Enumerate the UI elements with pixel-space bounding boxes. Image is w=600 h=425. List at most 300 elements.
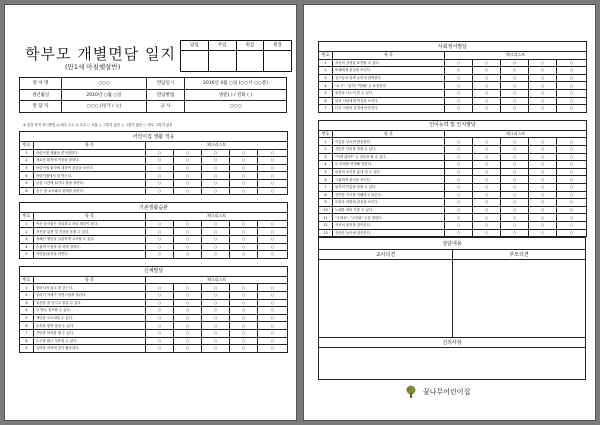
rating-option[interactable]: ○ (202, 337, 230, 345)
rating-option[interactable]: ○ (557, 89, 587, 97)
rating-option[interactable]: ○ (174, 172, 202, 180)
rating-option[interactable]: ○ (501, 199, 529, 207)
approval-column (236, 41, 264, 71)
rating-option[interactable]: ○ (529, 74, 557, 82)
birth-value: 2010년 ○월 ○일 (62, 89, 147, 101)
rating-option[interactable]: ○ (501, 145, 529, 153)
rating-option[interactable]: ○ (202, 291, 230, 299)
checklist-row (20, 322, 288, 330)
rating-option[interactable]: ○ (529, 176, 557, 184)
row-number: 1 (20, 220, 34, 228)
rating-option[interactable]: ○ (146, 284, 174, 292)
rating-option[interactable]: ○ (501, 176, 529, 184)
column-item-header: 항 목 (333, 52, 445, 60)
rating-option[interactable]: ○ (557, 59, 587, 67)
rating-option[interactable]: ○ (146, 220, 174, 228)
rating-option[interactable]: ○ (174, 157, 202, 165)
rating-option[interactable]: ○ (473, 153, 501, 161)
checklist-item-text: 계단을 오르내릴 수 있다. (34, 314, 146, 322)
rating-option[interactable]: ○ (501, 105, 529, 113)
rating-option[interactable]: ○ (473, 191, 501, 199)
checklist-row (20, 172, 288, 180)
rating-option[interactable]: ○ (529, 138, 557, 146)
rating-option[interactable]: ○ (557, 138, 587, 146)
checklist-table (318, 41, 587, 113)
checklist-item-text: 어린이집에서 잘 먹는다. (34, 172, 146, 180)
rating-option[interactable]: ○ (230, 235, 258, 243)
rating-option[interactable]: ○ (202, 251, 230, 259)
rating-option[interactable]: ○ (230, 172, 258, 180)
rating-option[interactable]: ○ (445, 59, 473, 67)
checklist-row (20, 220, 288, 228)
checklist-row (319, 67, 587, 75)
checklist-item-text: "이게 뭐야?" 등 질문을 할 수 있다. (333, 153, 445, 161)
document-page-1 (4, 4, 297, 421)
rating-option[interactable]: ○ (146, 314, 174, 322)
rating-option[interactable]: ○ (146, 172, 174, 180)
rating-option[interactable]: ○ (202, 322, 230, 330)
rating-option[interactable]: ○ (529, 89, 557, 97)
rating-option[interactable]: ○ (202, 157, 230, 165)
rating-option[interactable]: ○ (557, 199, 587, 207)
rating-option[interactable]: ○ (258, 329, 288, 337)
rating-option[interactable]: ○ (557, 191, 587, 199)
rating-option[interactable]: ○ (230, 299, 258, 307)
rating-option[interactable]: ○ (146, 187, 174, 195)
checklist-table (19, 266, 288, 353)
approval-header: 원감 (237, 41, 264, 51)
parent-opinion-area[interactable] (453, 260, 586, 338)
rating-option[interactable]: ○ (529, 59, 557, 67)
checklist-row (319, 191, 587, 199)
rating-option[interactable]: ○ (174, 337, 202, 345)
rating-option[interactable]: ○ (501, 161, 529, 169)
rating-option[interactable]: ○ (445, 161, 473, 169)
row-number: 5 (20, 314, 34, 322)
rating-option[interactable]: ○ (202, 243, 230, 251)
column-item-header: 항 목 (333, 130, 445, 138)
rating-option[interactable]: ○ (202, 187, 230, 195)
rating-option[interactable]: ○ (473, 221, 501, 229)
checklist-item-text: 낮잠 시간에 쉬거나 잘을 잘잔다. (34, 179, 146, 187)
rating-option[interactable]: ○ (202, 149, 230, 157)
checklist-item-text: 물건을 잘 던지고 잡을 수 있다. (34, 299, 146, 307)
rating-option[interactable]: ○ (529, 229, 557, 237)
rating-option[interactable]: ○ (174, 284, 202, 292)
rating-option[interactable]: ○ (230, 291, 258, 299)
row-number: 2 (20, 291, 34, 299)
rating-option[interactable]: ○ (258, 284, 288, 292)
teacher-opinion-area[interactable] (319, 260, 453, 338)
row-number: 4 (319, 161, 333, 169)
rating-option[interactable]: ○ (445, 89, 473, 97)
rating-option[interactable]: ○ (445, 138, 473, 146)
checklist-item-text: "요구", "싫다" "안돼" 등 표현한다. (333, 82, 445, 90)
legend-note: ※ 점검 항목 표시방법 ◎ 매우 우수 ◎ 우수 ○ 보통 △ 그렇지 않음 △ 그렇지 않음 ○ 매우 그렇지 않음 (23, 123, 173, 127)
child-name-label: 영 아 명 (20, 78, 62, 90)
rating-option[interactable]: ○ (202, 228, 230, 236)
rating-option[interactable]: ○ (202, 179, 230, 187)
rating-option[interactable]: ○ (445, 168, 473, 176)
checklist-item-text: 블록을 쌓아 올릴 수 있다. (34, 322, 146, 330)
checklist-row (319, 168, 587, 176)
rating-option[interactable]: ○ (557, 105, 587, 113)
rating-option[interactable]: ○ (501, 67, 529, 75)
rating-option[interactable]: ○ (557, 229, 587, 237)
rating-option[interactable]: ○ (529, 206, 557, 214)
column-checklist-header: 체크리스트 (146, 213, 288, 221)
row-number: 3 (20, 235, 34, 243)
parent-opinion-header: 부모의견 (453, 250, 586, 260)
date-value: 2016년 4월 ○일 (○○시 ○○분) (185, 78, 287, 90)
rating-option[interactable]: ○ (473, 138, 501, 146)
rating-option[interactable]: ○ (473, 176, 501, 184)
rating-option[interactable]: ○ (501, 183, 529, 191)
checklist-item-text: 간단한 지시를 이해하고 따른다. (333, 191, 445, 199)
rating-option[interactable]: ○ (529, 168, 557, 176)
checklist-item-text: 그림책에 관심을 보인다. (333, 176, 445, 184)
rating-option[interactable]: ○ (146, 322, 174, 330)
rating-option[interactable]: ○ (445, 199, 473, 207)
rating-option[interactable]: ○ (473, 105, 501, 113)
rating-option[interactable]: ○ (230, 329, 258, 337)
rating-option[interactable]: ○ (258, 314, 288, 322)
checklist-row (20, 179, 288, 187)
column-number-header: 번호 (20, 213, 34, 221)
rating-option[interactable]: ○ (557, 97, 587, 105)
teacher-value: ○○○ (185, 101, 287, 113)
rating-option[interactable]: ○ (202, 284, 230, 292)
row-number: 13 (319, 229, 333, 237)
rating-option[interactable]: ○ (445, 74, 473, 82)
checklist-item-text: 유아용 의자에 앉아 활동한다. (34, 345, 146, 353)
rating-option[interactable]: ○ (258, 228, 288, 236)
rating-option[interactable]: ○ (174, 179, 202, 187)
checklist-row (319, 74, 587, 82)
rating-option[interactable]: ○ (174, 314, 202, 322)
rating-option[interactable]: ○ (230, 345, 258, 353)
rating-option[interactable]: ○ (445, 105, 473, 113)
rating-option[interactable]: ○ (445, 221, 473, 229)
row-number: 9 (319, 199, 333, 207)
checklist-row (319, 214, 587, 222)
rating-option[interactable]: ○ (557, 168, 587, 176)
rating-option[interactable]: ○ (230, 337, 258, 345)
checklist-row (20, 314, 288, 322)
method-label: 면담방법 (147, 89, 185, 101)
checklist-row (20, 235, 288, 243)
rating-option[interactable]: ○ (529, 221, 557, 229)
rating-option[interactable]: ○ (174, 291, 202, 299)
rating-option[interactable]: ○ (529, 97, 557, 105)
rating-option[interactable]: ○ (445, 176, 473, 184)
rating-option[interactable]: ○ (174, 251, 202, 259)
rating-option[interactable]: ○ (445, 145, 473, 153)
checklist-item-text: 두 발로 점프할 수 있다. (34, 307, 146, 315)
rating-option[interactable]: ○ (230, 284, 258, 292)
suggestions-header: 건의사항 (319, 338, 586, 348)
rating-option[interactable]: ○ (174, 164, 202, 172)
method-value: 방문( ) / 전화 ( ) (185, 89, 287, 101)
rating-option[interactable]: ○ (146, 299, 174, 307)
checklist-item-text: 손쉽게 이용을 잘 하며 말한다. (34, 243, 146, 251)
row-number: 5 (319, 89, 333, 97)
checklist-row (20, 157, 288, 165)
rating-option[interactable]: ○ (557, 153, 587, 161)
checklist-row (20, 164, 288, 172)
rating-option[interactable]: ○ (202, 164, 230, 172)
rating-option[interactable]: ○ (557, 206, 587, 214)
row-number: 7 (319, 105, 333, 113)
checklist-row (319, 105, 587, 113)
rating-option[interactable]: ○ (146, 235, 174, 243)
checklist-item-text: "주세요", "고마워" 등을 말한다. (333, 214, 445, 222)
rating-option[interactable]: ○ (174, 220, 202, 228)
checklist-row (20, 291, 288, 299)
rating-option[interactable]: ○ (473, 97, 501, 105)
column-number-header: 번호 (319, 130, 333, 138)
rating-option[interactable]: ○ (202, 220, 230, 228)
rating-option[interactable]: ○ (501, 97, 529, 105)
rating-option[interactable]: ○ (146, 345, 174, 353)
rating-option[interactable]: ○ (445, 153, 473, 161)
checklist-row (20, 337, 288, 345)
row-number: 2 (20, 157, 34, 165)
row-number: 12 (319, 221, 333, 229)
rating-option[interactable]: ○ (146, 251, 174, 259)
rating-option[interactable]: ○ (473, 161, 501, 169)
rating-option[interactable]: ○ (146, 291, 174, 299)
rating-option[interactable]: ○ (258, 187, 288, 195)
rating-option[interactable]: ○ (473, 168, 501, 176)
suggestions-area[interactable] (319, 348, 586, 380)
rating-option[interactable]: ○ (174, 243, 202, 251)
rating-option[interactable]: ○ (258, 345, 288, 353)
rating-option[interactable]: ○ (501, 82, 529, 90)
rating-option[interactable]: ○ (529, 82, 557, 90)
rating-option[interactable]: ○ (258, 251, 288, 259)
checklist-item-text: 두 단어를 연결해 말한다. (333, 161, 445, 169)
rating-option[interactable]: ○ (501, 221, 529, 229)
rating-option[interactable]: ○ (529, 191, 557, 199)
rating-option[interactable]: ○ (473, 214, 501, 222)
rating-option[interactable]: ○ (473, 67, 501, 75)
checklist-item-text: 동물의 소리를 흉내 낼 수 있다. (333, 168, 445, 176)
rating-option[interactable]: ○ (529, 161, 557, 169)
rating-option[interactable]: ○ (230, 243, 258, 251)
checklist-item-text: 낯선 사람에게 반응을 보인다. (333, 97, 445, 105)
rating-option[interactable]: ○ (146, 243, 174, 251)
rating-option[interactable]: ○ (258, 172, 288, 180)
checklist-row (319, 206, 587, 214)
column-item-header: 항 목 (34, 142, 146, 150)
rating-option[interactable]: ○ (230, 228, 258, 236)
rating-option[interactable]: ○ (529, 183, 557, 191)
rating-option[interactable]: ○ (529, 145, 557, 153)
checklist-item-text: 친구 및 교사와의 관계를 잘한다. (34, 187, 146, 195)
rating-option[interactable]: ○ (258, 157, 288, 165)
rating-option[interactable]: ○ (174, 149, 202, 157)
rating-option[interactable]: ○ (529, 153, 557, 161)
rating-option[interactable]: ○ (557, 221, 587, 229)
rating-option[interactable]: ○ (202, 307, 230, 315)
rating-option[interactable]: ○ (258, 179, 288, 187)
rating-option[interactable]: ○ (473, 229, 501, 237)
rating-option[interactable]: ○ (146, 179, 174, 187)
rating-option[interactable]: ○ (174, 307, 202, 315)
rating-option[interactable]: ○ (258, 235, 288, 243)
rating-option[interactable]: ○ (501, 214, 529, 222)
parent-label: 면 담 자 (20, 101, 62, 113)
rating-option[interactable]: ○ (146, 228, 174, 236)
checklist-row (20, 345, 288, 353)
rating-option[interactable]: ○ (258, 299, 288, 307)
rating-option[interactable]: ○ (501, 74, 529, 82)
checklist-item-text: 달리기 자세가 자연스럽게 걸린다. (34, 291, 146, 299)
rating-option[interactable]: ○ (230, 307, 258, 315)
rating-option[interactable]: ○ (174, 345, 202, 353)
rating-option[interactable]: ○ (473, 59, 501, 67)
checklist-row (319, 59, 587, 67)
rating-option[interactable]: ○ (258, 243, 288, 251)
rating-option[interactable]: ○ (557, 183, 587, 191)
rating-option[interactable]: ○ (445, 191, 473, 199)
rating-option[interactable]: ○ (174, 322, 202, 330)
checklist-item-text: 자신의 물건을 알아본다. (333, 221, 445, 229)
section-title: 기본생활습관 (20, 203, 288, 213)
rating-option[interactable]: ○ (557, 82, 587, 90)
date-label: 면담일시 (147, 78, 185, 90)
checklist-item-text: 다른 사람의 감정에 반응한다. (333, 105, 445, 113)
row-number: 10 (319, 206, 333, 214)
rating-option[interactable]: ○ (146, 149, 174, 157)
rating-option[interactable]: ○ (174, 228, 202, 236)
row-number: 8 (20, 337, 34, 345)
rating-option[interactable]: ○ (258, 322, 288, 330)
checklist-item-text: 간단한 낙서를 할 수 있다. (34, 329, 146, 337)
rating-option[interactable]: ○ (557, 74, 587, 82)
rating-option[interactable]: ○ (258, 220, 288, 228)
rating-option[interactable]: ○ (473, 199, 501, 207)
rating-option[interactable]: ○ (473, 145, 501, 153)
rating-option[interactable]: ○ (230, 314, 258, 322)
rating-option[interactable]: ○ (146, 307, 174, 315)
rating-option[interactable]: ○ (501, 229, 529, 237)
rating-option[interactable]: ○ (230, 179, 258, 187)
checklist-item-text: 먹은 음식물은 정리하고 자리 깨끗이 한다. (34, 220, 146, 228)
rating-option[interactable]: ○ (202, 235, 230, 243)
rating-option[interactable]: ○ (473, 74, 501, 82)
rating-option[interactable]: ○ (529, 67, 557, 75)
rating-option[interactable]: ○ (445, 229, 473, 237)
rating-option[interactable]: ○ (529, 199, 557, 207)
rating-option[interactable]: ○ (445, 97, 473, 105)
rating-option[interactable]: ○ (258, 307, 288, 315)
checklist-row (20, 243, 288, 251)
rating-option[interactable]: ○ (557, 145, 587, 153)
approval-box (180, 40, 292, 72)
rating-option[interactable]: ○ (557, 214, 587, 222)
rating-option[interactable]: ○ (174, 329, 202, 337)
rating-option[interactable]: ○ (501, 138, 529, 146)
rating-option[interactable]: ○ (230, 220, 258, 228)
rating-option[interactable]: ○ (501, 89, 529, 97)
section-title: 언어능력 및 인지발달 (319, 120, 587, 130)
rating-option[interactable]: ○ (230, 251, 258, 259)
rating-option[interactable]: ○ (258, 291, 288, 299)
rating-option[interactable]: ○ (230, 157, 258, 165)
rating-option[interactable]: ○ (445, 214, 473, 222)
rating-option[interactable]: ○ (202, 329, 230, 337)
rating-option[interactable]: ○ (473, 82, 501, 90)
checklist-row (20, 329, 288, 337)
rating-option[interactable]: ○ (174, 235, 202, 243)
approval-header: 원장 (264, 41, 291, 51)
row-number: 9 (20, 345, 34, 353)
rating-option[interactable]: ○ (445, 183, 473, 191)
rating-option[interactable]: ○ (529, 105, 557, 113)
checklist-item-text: 자신을 위생 및 건강을 돌볼 수 있다. (34, 228, 146, 236)
rating-option[interactable]: ○ (501, 153, 529, 161)
rating-option[interactable]: ○ (174, 299, 202, 307)
rating-option[interactable]: ○ (258, 164, 288, 172)
rating-option[interactable]: ○ (501, 168, 529, 176)
checklist-row (20, 187, 288, 195)
rating-option[interactable]: ○ (529, 214, 557, 222)
rating-option[interactable]: ○ (557, 67, 587, 75)
rating-option[interactable]: ○ (146, 337, 174, 345)
rating-option[interactable]: ○ (445, 206, 473, 214)
checklist-item-text: 넘어지지 않고 잘 걷는다. (34, 284, 146, 292)
rating-option[interactable]: ○ (473, 206, 501, 214)
rating-option[interactable]: ○ (202, 345, 230, 353)
rating-option[interactable]: ○ (230, 187, 258, 195)
rating-option[interactable]: ○ (202, 299, 230, 307)
rating-option[interactable]: ○ (445, 82, 473, 90)
column-checklist-header: 체크리스트 (445, 130, 587, 138)
rating-option[interactable]: ○ (230, 164, 258, 172)
row-number: 2 (20, 228, 34, 236)
column-checklist-header: 체크리스트 (146, 142, 288, 150)
section-title: 신체발달 (20, 266, 288, 276)
rating-option[interactable]: ○ (473, 183, 501, 191)
rating-option[interactable]: ○ (557, 176, 587, 184)
rating-option[interactable]: ○ (258, 149, 288, 157)
rating-option[interactable]: ○ (202, 314, 230, 322)
rating-option[interactable]: ○ (473, 89, 501, 97)
checklist-item-text: 모양과 색깔에 관심을 보인다. (333, 199, 445, 207)
column-item-header: 항 목 (34, 276, 146, 284)
kindergarten-name: 꿈나무어린이집 (423, 388, 471, 396)
rating-option[interactable]: ○ (258, 337, 288, 345)
rating-option[interactable]: ○ (174, 187, 202, 195)
rating-option[interactable]: ○ (501, 191, 529, 199)
rating-option[interactable]: ○ (445, 67, 473, 75)
page-title: 학부모 개별면담 일지 (25, 45, 176, 63)
rating-option[interactable]: ○ (557, 161, 587, 169)
rating-option[interactable]: ○ (202, 172, 230, 180)
rating-option[interactable]: ○ (230, 322, 258, 330)
rating-option[interactable]: ○ (146, 329, 174, 337)
rating-option[interactable]: ○ (146, 157, 174, 165)
rating-option[interactable]: ○ (501, 59, 529, 67)
checklist-row (319, 229, 587, 237)
rating-option[interactable]: ○ (146, 164, 174, 172)
rating-option[interactable]: ○ (230, 149, 258, 157)
rating-option[interactable]: ○ (501, 206, 529, 214)
info-table (19, 77, 287, 113)
checklist-item-text: 물건을 나누어 쓸 수 있다. (333, 89, 445, 97)
